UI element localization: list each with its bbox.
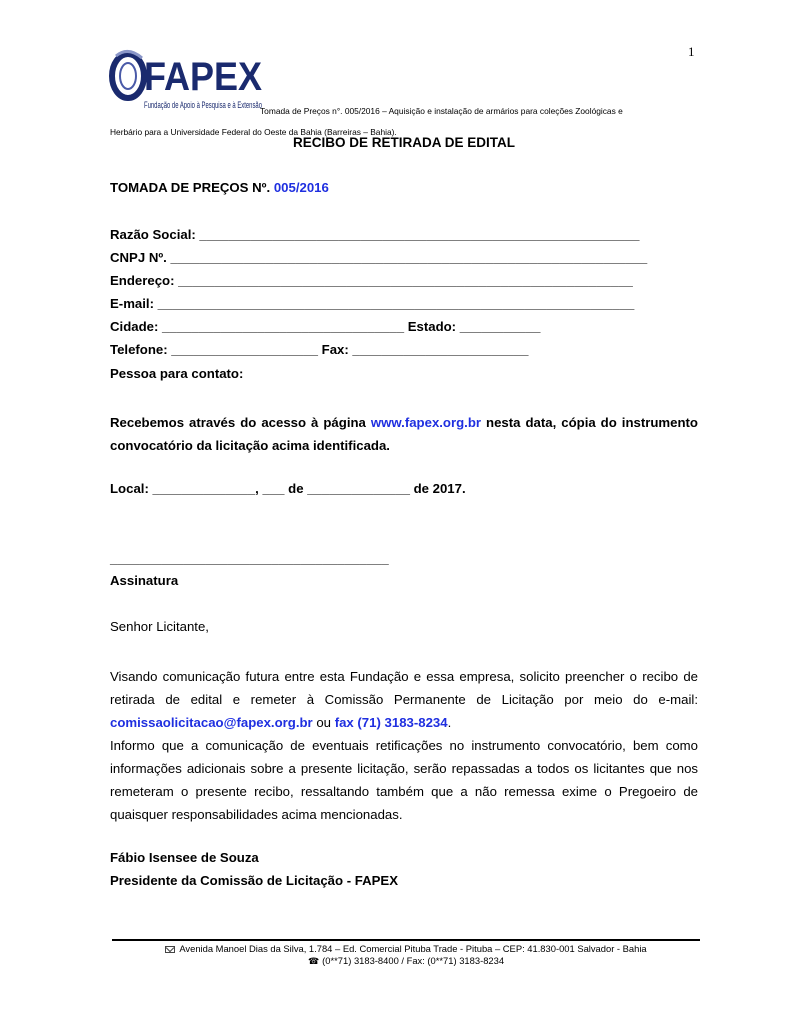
signer-name: Fábio Isensee de Souza [110, 850, 259, 865]
svg-text:Fundação de Apoio à Pesquisa e: Fundação de Apoio à Pesquisa e à Extensão [144, 100, 262, 110]
receipt-text-after: nesta data, cópia do instrumento convocatório da licitação acima identificada. [110, 415, 698, 453]
p1-text: Visando comunicação futura entre esta Fundação e essa empresa, solicito preencher o recibo de retirada de edital e remeter à Comissão Permanente de Licitação por meio do e-mail: [110, 669, 698, 707]
contact-person-field: Pessoa para contato: [110, 366, 244, 381]
signer-role: Presidente da Comissão de Licitação - FAPEX [110, 873, 399, 888]
footer-address-text: Avenida Manoel Dias da Silva, 1.784 – Ed. Comercial Pituba Trade - Pituba – CEP: 41.830-001 Salvador - Bahia [179, 943, 647, 954]
salutation: Senhor Licitante, [110, 619, 209, 634]
subject-line-2: Herbário para a Universidade Federal do Oeste da Bahia (Barreiras – Bahia). [110, 127, 397, 137]
footer-address [112, 943, 700, 954]
razao-social-field: Razão Social: ____________________________________________________________ [110, 227, 640, 242]
p1-end: . [447, 715, 452, 730]
footer-phones [112, 955, 700, 967]
subject-line-1: Tomada de Preços n°. 005/2016 – Aquisição e instalação de armários para coleções Zoológicas e [260, 106, 623, 116]
commission-fax: fax (71) 3183-8234 [334, 715, 448, 730]
letter-paragraph-2: Informo que a comunicação de eventuais retificações no instrumento convocatório, bem como informações adicionais sobre a presente licitação, serão repassadas a todos os licitantes que nos remeteram o presente recibo, ressaltando também que a não remessa exime o Pregoeiro de quaisquer responsabilidades acima mencionadas. [110, 738, 698, 822]
footer-phones-text: (0**71) 3183-8400 / Fax: (0**71) 3183-8234 [322, 955, 505, 966]
page-number: 1 [688, 44, 695, 59]
envelope-icon [165, 946, 175, 953]
signature-label: Assinatura [110, 573, 179, 588]
svg-text:FAPEX: FAPEX [144, 55, 263, 99]
letter-paragraph-1 [110, 665, 698, 734]
cidade-estado-field: Cidade: _________________________________ Estado: ___________ [110, 319, 541, 334]
p1-mid: ou [312, 715, 335, 730]
signature-line: ______________________________________ [110, 551, 389, 566]
receipt-statement [110, 411, 698, 457]
email-field: E-mail: _________________________________________________________________ [110, 296, 635, 311]
commission-email-link[interactable]: comissaolicitacao@fapex.org.br [110, 715, 313, 730]
tomada-heading [110, 180, 329, 195]
fapex-website-link[interactable]: www.fapex.org.br [370, 415, 482, 430]
endereco-field: Endereço: ______________________________________________________________ [110, 273, 633, 288]
receipt-text-before: Recebemos através do acesso à página [110, 415, 371, 430]
cnpj-field: CNPJ Nº. _________________________________________________________________ [110, 250, 648, 265]
footer-divider [112, 939, 700, 941]
telefone-fax-field: Telefone: ____________________ Fax: ________________________ [110, 342, 529, 357]
telephone-icon: ☎ [307, 956, 320, 966]
tomada-number: 005/2016 [273, 180, 329, 195]
local-date-line: Local: ______________, ___ de ______________ de 2017. [110, 481, 466, 496]
document-title: RECIBO DE RETIRADA DE EDITAL [292, 135, 515, 150]
tomada-label: TOMADA DE PREÇOS Nº. [110, 180, 274, 195]
